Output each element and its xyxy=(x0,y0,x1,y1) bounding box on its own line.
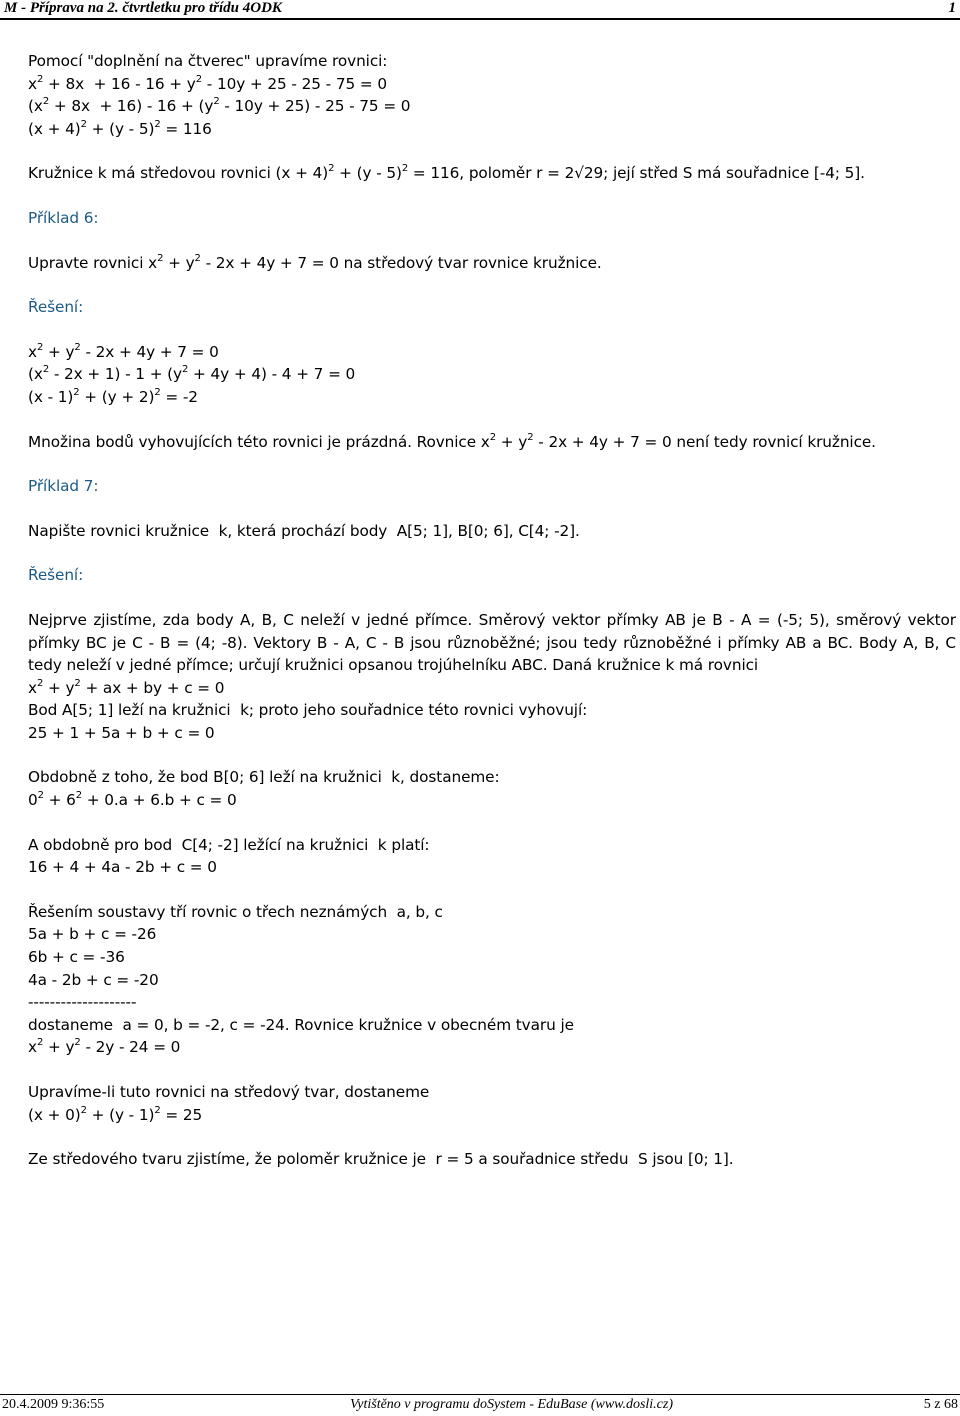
spacer xyxy=(28,879,956,901)
text-line: Upravte rovnici $x^2 + y^2 - 2x + 4y + 7 = 0$ na středový tvar rovnice kružnice. xyxy=(28,252,602,272)
text-line: $x^2 + y^2$ + ax + by + c = 0 xyxy=(28,677,225,697)
text-line: A obdobně pro bod C[4; -2] ležící na kružnici k platí: xyxy=(28,835,430,854)
text-line: $x^2 + 8x + 16 - 16 + y^2 - 10y + 25 - 25 - 75 = 0$ xyxy=(28,73,387,93)
section-heading: Řešení: xyxy=(28,298,84,317)
text-line: Upravíme-li tuto rovnici na středový tvar, dostaneme xyxy=(28,1083,430,1101)
text-line: 6b + c = -36 xyxy=(28,948,125,967)
text-line: Řešením soustavy tří rovnic o třech neznámých a, b, c xyxy=(28,902,443,921)
paragraph: Nejprve zjistíme, zda body A, B, C neleží v jedné přímce. Směrový vektor přímky AB je B - A = (-5; 5), směrový vektor přímky BC je C - B = (4; -8). Vektory B - A, C - B jsou různoběžné; jsou tedy různoběžné i přímky AB a BC. Body A, B, C tedy neleží v jedné přímce; určují kružnici opsanou trojúhelníku ABC. Daná kružnice k má rovnici xyxy=(28,610,956,675)
spacer xyxy=(28,409,956,431)
page-counter: 5 z 68 xyxy=(923,1397,958,1412)
spacer xyxy=(28,185,956,207)
page-header xyxy=(0,0,960,20)
spacer xyxy=(28,1059,956,1081)
text-line: $(x + 4)^2 + (y - 5)^2 = 116$ xyxy=(28,118,212,138)
text-line: Obdobně z toho, že bod B[0; 6] leží na kružnici k, dostaneme: xyxy=(28,768,500,787)
spacer xyxy=(28,812,956,834)
text-line: $(x^2 - 2x + 1) - 1 + (y^2 + 4y + 4) - 4 + 7 = 0$ xyxy=(28,364,356,384)
text-line: 25 + 1 + 5a + b + c = 0 xyxy=(28,723,215,742)
text-line: dostaneme a = 0, b = -2, c = -24. Rovnice kružnice v obecném tvaru je xyxy=(28,1015,574,1034)
text-line: -------------------- xyxy=(28,993,137,1012)
document-title: M - Příprava na 2. čtvrtletku pro třídu 4ODK xyxy=(4,0,282,16)
spacer xyxy=(28,744,956,766)
text-line: $x^2 + y^2 - 2y - 24 = 0$ xyxy=(28,1037,181,1057)
spacer xyxy=(28,274,956,296)
text-line: 16 + 4 + 4a - 2b + c = 0 xyxy=(28,858,217,877)
page-footer xyxy=(0,1394,960,1416)
text-line: $(x + 0)^2 + (y - 1)^2 = 25$ xyxy=(28,1104,203,1124)
spacer xyxy=(28,587,956,609)
spacer xyxy=(28,453,956,475)
section-heading: Příklad 6: xyxy=(28,208,99,227)
section-heading: Příklad 7: xyxy=(28,477,99,496)
header-page-number: 1 xyxy=(948,0,956,16)
text-line: Ze středového tvaru zjistíme, že poloměr kružnice je r = 5 a souřadnice středu S jsou [0; 1]. xyxy=(28,1150,734,1169)
spacer xyxy=(28,230,956,252)
printed-by-note: Vytištěno v programu doSystem - EduBase (www.dosli.cz) xyxy=(350,1397,674,1412)
spacer xyxy=(28,319,956,341)
spacer xyxy=(28,1126,956,1148)
spacer xyxy=(28,542,956,564)
text-line: $(x - 1)^2 + (y + 2)^2 = -2$ xyxy=(28,386,198,406)
text-line: Množina bodů vyhovujících této rovnici je prázdná. Rovnice $x^2 + y^2 - 2x + 4y + 7 = 0$ není tedy rovnicí kružnice. xyxy=(28,431,876,451)
text-line: $x^2 + y^2 - 2x + 4y + 7 = 0$ xyxy=(28,341,219,361)
text-line: Pomocí "doplnění na čtverec" upravíme rovnici: xyxy=(28,52,388,70)
text-line: Napište rovnici kružnice k, která prochází body A[5; 1], B[0; 6], C[4; -2]. xyxy=(28,521,580,540)
print-datetime: 20.4.2009 9:36:55 xyxy=(2,1397,105,1412)
text-line: 5a + b + c = -26 xyxy=(28,925,157,944)
spacer xyxy=(28,498,956,520)
spacer xyxy=(28,140,956,162)
text-line: $(x^2 + 8x + 16) - 16 + (y^2 - 10y + 25) - 25 - 75 = 0$ xyxy=(28,96,411,116)
text-line: 4a - 2b + c = -20 xyxy=(28,970,159,989)
section-heading: Řešení: xyxy=(28,566,84,585)
document-body xyxy=(28,50,956,1171)
text-line: $0^2 + 6^2 + 0.a + 6.b + c = 0$ xyxy=(28,790,237,810)
paragraph: Kružnice k má středovou rovnici $(x + 4)^2 + (y - 5)^2 = 116$, poloměr r = 2√29; její střed S má souřadnice [-4; 5]. xyxy=(28,163,865,183)
text-line: Bod A[5; 1] leží na kružnici k; proto jeho souřadnice této rovnici vyhovují: xyxy=(28,701,588,720)
